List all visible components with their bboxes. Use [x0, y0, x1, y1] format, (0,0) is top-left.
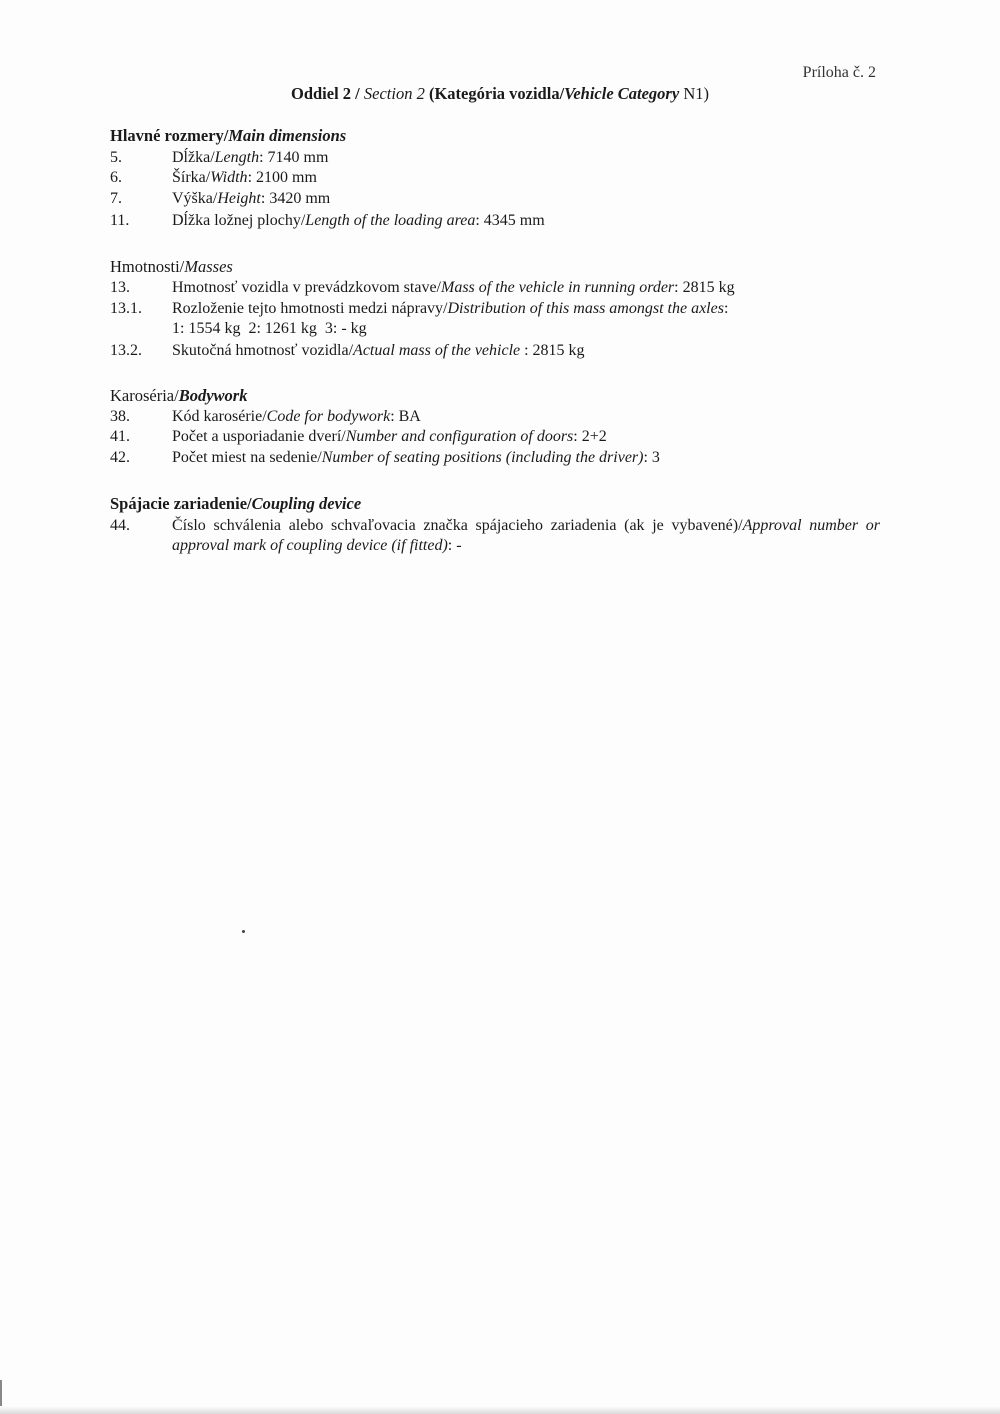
item-number: 5. [110, 149, 122, 166]
item-label-sk: Dĺžka ložnej plochy/ [172, 212, 306, 229]
item-label-en: Mass of the vehicle in running order [441, 279, 675, 296]
item-label-sk: Hmotnosť vozidla v prevádzkovom stave/ [172, 279, 441, 296]
item-value: : [723, 300, 729, 317]
scan-speck [242, 930, 245, 933]
item-number: 13. [110, 279, 130, 296]
item-label-sk: Rozloženie tejto hmotnosti medzi nápravy/ [172, 300, 448, 317]
item-value: : 3 [643, 449, 660, 466]
item-label-en: Distribution of this mass amongst the axles [447, 300, 724, 317]
item-label-sk: Dĺžka/ [172, 149, 215, 166]
list-item-axle-distribution [110, 299, 880, 339]
item-value: : 2100 mm [247, 169, 317, 186]
item-value: : 3420 mm [260, 190, 331, 207]
item-number: 6. [110, 169, 122, 186]
heading-coupling [110, 494, 361, 514]
annex-label: Príloha č. 2 [802, 64, 876, 81]
item-value: : 4345 mm [475, 212, 545, 229]
title-oddiel: Oddiel 2 / [291, 84, 364, 103]
item-label-en: Width [210, 169, 248, 186]
item-value: : 2+2 [573, 428, 607, 445]
item-value: : - [447, 537, 462, 554]
list-item-coupling-approval [110, 516, 880, 556]
list-item-width [110, 168, 880, 188]
title-category-en: Vehicle Category [564, 84, 680, 103]
heading-masses [110, 257, 233, 277]
heading-main-dimensions-sk: Hlavné rozmery/ [110, 126, 229, 145]
item-label-sk: Číslo schválenia alebo schvaľovacia značka spájacieho zariadenia (ak je vybavené)/ [172, 517, 743, 534]
item-number: 41. [110, 428, 130, 445]
item-number: 11. [110, 212, 130, 229]
scan-bottom-edge [0, 1406, 1000, 1414]
heading-bodywork [110, 386, 247, 406]
item-label-sk: Výška/ [172, 190, 218, 207]
heading-masses-en: Masses [184, 257, 233, 276]
item-value: : BA [390, 408, 421, 425]
title-section: Section 2 [363, 84, 429, 103]
list-item-doors [110, 427, 880, 447]
item-number: 42. [110, 449, 130, 466]
item-number: 13.1. [110, 300, 142, 317]
item-label-en: Actual mass of the vehicle [353, 342, 521, 359]
item-number: 13.2. [110, 342, 142, 359]
heading-main-dimensions [110, 126, 346, 146]
item-number: 7. [110, 190, 122, 207]
item-label-sk: Počet miest na sedenie/ [172, 449, 322, 466]
item-value: : 2815 kg [520, 342, 585, 359]
item-label-sk: Šírka/ [172, 169, 211, 186]
heading-bodywork-en: Bodywork [178, 386, 248, 405]
item-label-en: Length of the loading area [305, 212, 476, 229]
item-label-en: Height [217, 190, 261, 207]
item-label-sk: Skutočná hmotnosť vozidla/ [172, 342, 354, 359]
item-label-en: Approval number or approval mark of coupling device (if fitted) [172, 517, 881, 554]
list-item-running-mass [110, 278, 880, 298]
heading-bodywork-sk: Karoséria/ [110, 386, 179, 405]
list-item-height [110, 189, 880, 209]
list-item-length [110, 148, 880, 168]
item-value: : 2815 kg [674, 279, 735, 296]
title-category-value: N1) [679, 84, 709, 103]
item-value: : 7140 mm [259, 149, 329, 166]
heading-coupling-en: Coupling device [251, 494, 362, 513]
item-label-en: Number and configuration of doors [345, 428, 574, 445]
list-item-actual-mass [110, 341, 880, 361]
title-category-sk: (Kategória vozidla/ [428, 84, 565, 103]
axle-values: 1: 1554 kg 2: 1261 kg 3: - kg [172, 320, 367, 337]
list-item-bodywork-code [110, 407, 880, 427]
item-label-en: Code for bodywork [266, 408, 391, 425]
item-label-en: Length [214, 149, 260, 166]
item-label-sk: Počet a usporiadanie dverí/ [172, 428, 346, 445]
heading-main-dimensions-en: Main dimensions [228, 126, 347, 145]
item-number: 44. [110, 517, 130, 534]
heading-coupling-sk: Spájacie zariadenie/ [110, 494, 252, 513]
section-title [0, 84, 1000, 104]
list-item-loading-length [110, 211, 880, 231]
heading-masses-sk: Hmotnosti/ [110, 257, 185, 276]
item-label-en: Number of seating positions (including the driver) [321, 449, 644, 466]
item-number: 38. [110, 408, 130, 425]
list-item-seats [110, 448, 880, 468]
item-label-sk: Kód karosérie/ [172, 408, 267, 425]
